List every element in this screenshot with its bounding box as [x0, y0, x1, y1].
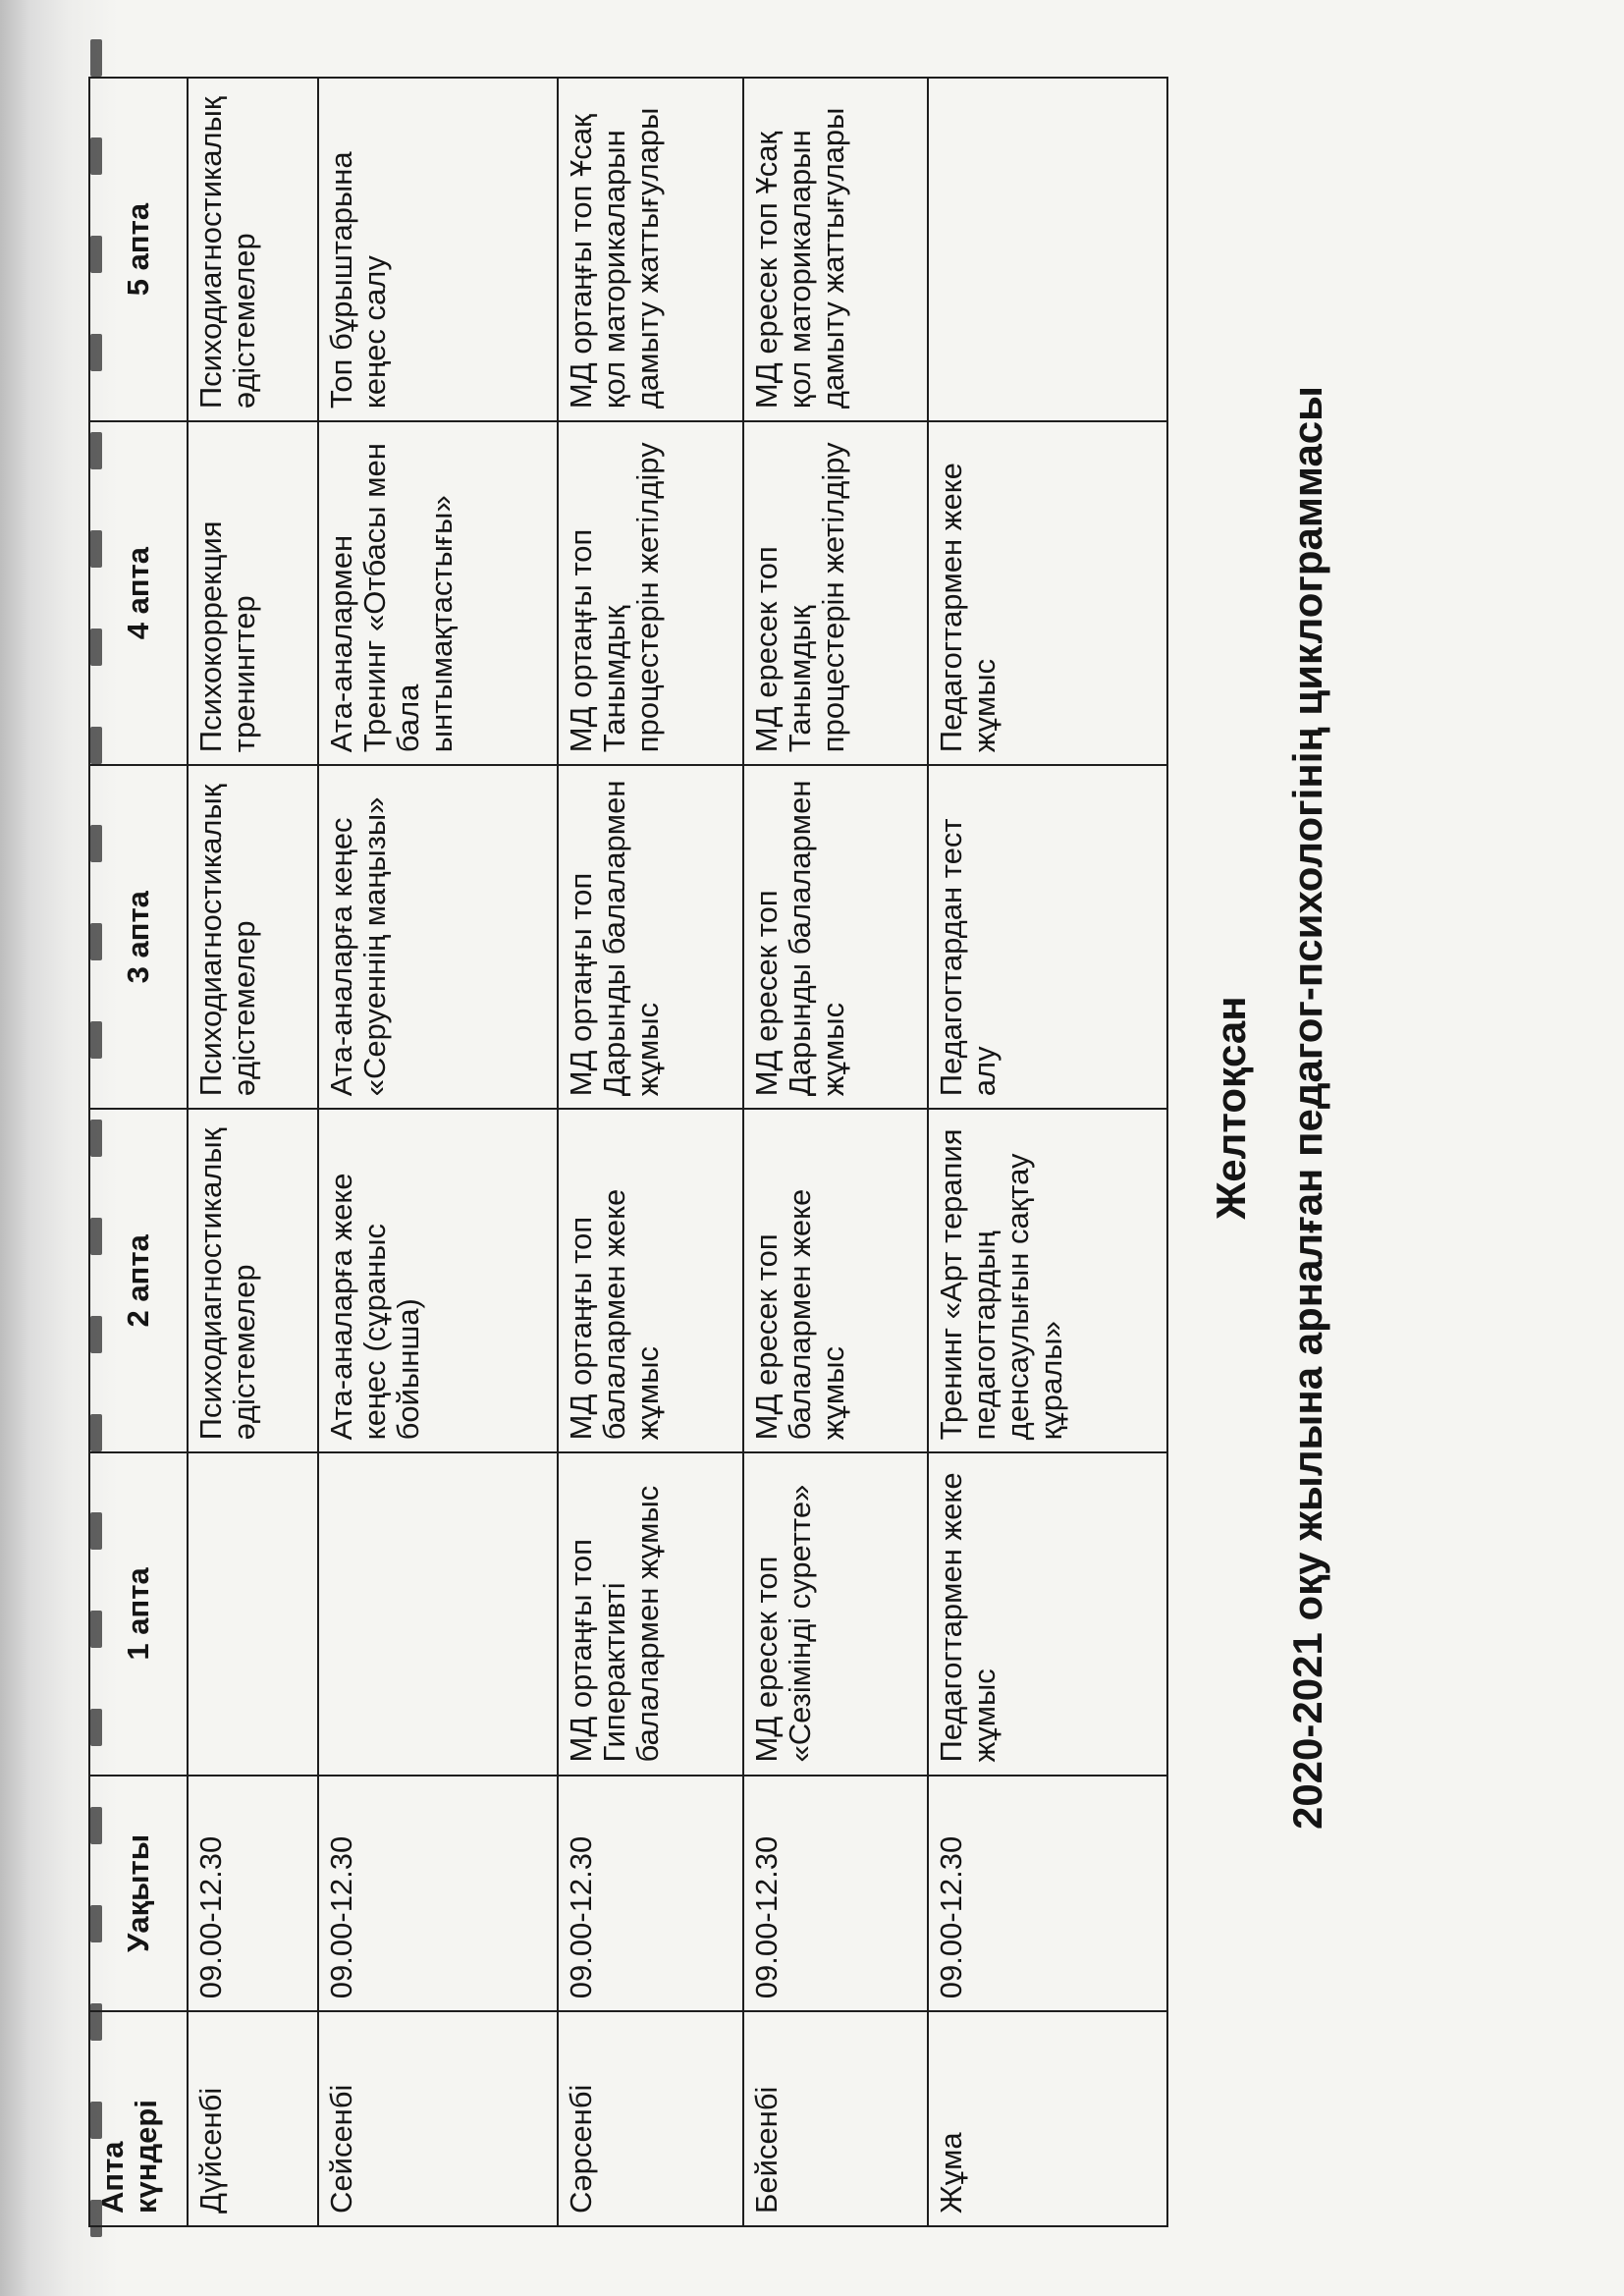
- week-1-cell: МД ересек топ «Сезімінді суретте»: [743, 1452, 929, 1775]
- time-cell: 09.00-12.30: [928, 1776, 1167, 2012]
- day-cell: Сейсенбі: [318, 2011, 558, 2226]
- time-cell: 09.00-12.30: [318, 1776, 558, 2012]
- week-1-cell: Педагогтармен жеке жұмыс: [928, 1452, 1167, 1775]
- header-cell-week-4: 4 апта: [89, 421, 188, 765]
- header-cell-week-3: 3 апта: [89, 765, 188, 1109]
- week-4-cell: МД ортаңғы топ Танымдық процестерін жетілдіру: [558, 421, 743, 765]
- week-2-cell: Тренинг «Арт терапия педагогтардың денсаулығын сақтау құралы»: [928, 1109, 1167, 1452]
- time-cell: 09.00-12.30: [558, 1776, 743, 2012]
- week-4-cell: МД ересек топ Танымдық процестерін жетілдіру: [743, 421, 929, 765]
- header-cell-week-5: 5 апта: [89, 78, 188, 421]
- week-3-cell: Психодиагностикалық әдістемелер: [188, 765, 318, 1109]
- table-row: [318, 78, 558, 2226]
- week-3-cell: Педагогтардан тест алу: [928, 765, 1167, 1109]
- table-row: [928, 78, 1167, 2226]
- header-row: [89, 78, 188, 2226]
- header-cell-time: Уақыты: [89, 1776, 188, 2012]
- day-cell: Жұма: [928, 2011, 1167, 2226]
- week-2-cell: МД ересек топ балалармен жеке жұмыс: [743, 1109, 929, 1452]
- week-3-cell: Ата-аналарға кеңес «Серуеннің маңызы»: [318, 765, 558, 1109]
- document-title: 2020-2021 оқу жылына арналған педагог-психологінің циклограммасы: [1284, 385, 1330, 1831]
- table-row: [188, 78, 318, 2226]
- week-5-cell: МД ересек топ Ұсақ қол маторикаларын дамыту жаттығулары: [743, 78, 929, 421]
- week-2-cell: Ата-аналарға жеке кеңес (сұраныс бойынша): [318, 1109, 558, 1452]
- cyclogram-table: [88, 77, 1168, 2227]
- header-cell-week-2: 2 апта: [89, 1109, 188, 1452]
- week-5-cell: Психодиагностикалық әдістемелер: [188, 78, 318, 421]
- week-3-cell: МД ортаңғы топ Дарынды балалармен жұмыс: [558, 765, 743, 1109]
- week-4-cell: Ата-аналармен Тренинг «Отбасы мен бала ынтымақтастығы»: [318, 421, 558, 765]
- day-cell: Бейсенбі: [743, 2011, 929, 2226]
- week-1-cell: [188, 1452, 318, 1775]
- table-row: [743, 78, 929, 2226]
- time-cell: 09.00-12.30: [743, 1776, 929, 2012]
- day-cell: Дүйсенбі: [188, 2011, 318, 2226]
- week-2-cell: Психодиагностикалық әдістемелер: [188, 1109, 318, 1452]
- table-row: [558, 78, 743, 2226]
- week-5-cell: [928, 78, 1167, 421]
- week-4-cell: Психокоррекция тренингтер: [188, 421, 318, 765]
- day-cell: Сәрсенбі: [558, 2011, 743, 2226]
- month-heading: Желтоқсан: [1208, 996, 1254, 1220]
- week-5-cell: Топ бұрыштарына кеңес салу: [318, 78, 558, 421]
- header-cell-day: Апта күндері: [89, 2011, 188, 2226]
- week-3-cell: МД ересек топ Дарынды балалармен жұмыс: [743, 765, 929, 1109]
- week-1-cell: [318, 1452, 558, 1775]
- week-1-cell: МД ортаңғы топ Гиперактивті балалармен жұмыс: [558, 1452, 743, 1775]
- week-4-cell: Педагогтармен жеке жұмыс: [928, 421, 1167, 765]
- header-cell-week-1: 1 апта: [89, 1452, 188, 1775]
- week-5-cell: МД ортаңғы топ Ұсақ қол маторикаларын дамыту жаттығулары: [558, 78, 743, 421]
- week-2-cell: МД ортаңғы топ балалармен жеке жұмыс: [558, 1109, 743, 1452]
- time-cell: 09.00-12.30: [188, 1776, 318, 2012]
